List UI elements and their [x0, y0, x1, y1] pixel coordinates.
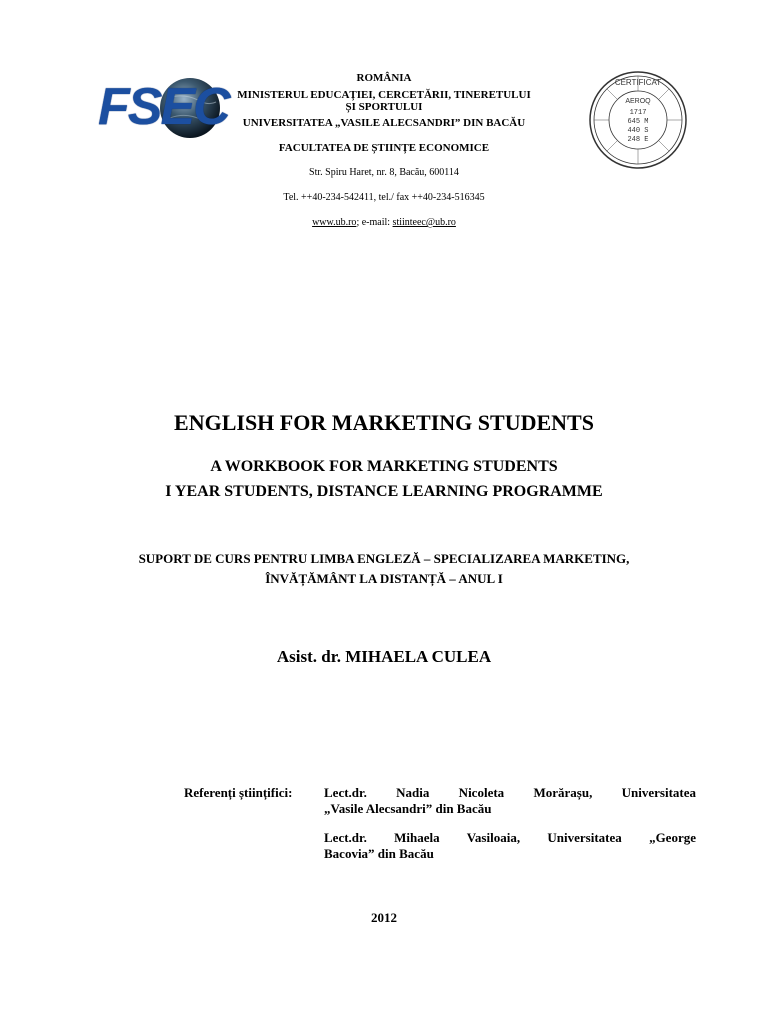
year: 2012 [371, 910, 397, 925]
country-line: ROMÂNIA [356, 72, 412, 84]
document-title: ENGLISH FOR MARKETING STUDENTS [174, 410, 594, 435]
subtitle-line-2: I YEAR STUDENTS, DISTANCE LEARNING PROGRAMME [165, 483, 603, 500]
referees-label: Referenți științifici: [184, 785, 293, 800]
ministry-line-2: ȘI SPORTULUI [345, 101, 423, 113]
referee-2-line-2: Bacovia” din Bacău [324, 846, 434, 861]
email-prefix: ; e-mail: [356, 217, 393, 228]
certificate-seal [588, 70, 688, 170]
logo-text: FSEC [98, 78, 229, 136]
author-name: Asist. dr. MIHAELA CULEA [276, 647, 492, 666]
faculty-line: FACULTATEA DE ȘTIINȚE ECONOMICE [278, 142, 490, 154]
subtitle-line-1: A WORKBOOK FOR MARKETING STUDENTS [210, 458, 558, 475]
seal-top-text: CERTIFICAT [614, 78, 662, 87]
referee-1 [324, 785, 696, 817]
ministry-line-1: MINISTERUL EDUCAȚIEI, CERCETĂRII, TINERETULUI [237, 89, 531, 101]
support-line-1: SUPORT DE CURS PENTRU LIMBA ENGLEZĂ – SPECIALIZAREA MARKETING, [138, 551, 630, 566]
support-line-2: ÎNVĂȚĂMÂNT LA DISTANȚĂ – ANUL I [265, 571, 503, 586]
contact-line [0, 217, 768, 229]
phone-line: Tel. ++40-234-542411, tel./ fax ++40-234-516345 [283, 192, 485, 203]
seal-line-4: 248 E [627, 136, 649, 144]
website-link[interactable]: www.ub.ro [312, 217, 357, 228]
referee-1-line-2: „Vasile Alecsandri” din Bacău [324, 801, 492, 816]
referee-1-line-1: Lect.dr. Nadia Nicoleta Morărașu, Universitatea [324, 785, 696, 800]
seal-line-3: 440 S [627, 127, 649, 135]
seal-center-text: AEROQ [625, 98, 651, 105]
seal-line-1: 1717 [629, 109, 647, 117]
university-line: UNIVERSITATEA „VASILE ALECSANDRI” DIN BACĂU [242, 117, 526, 129]
referee-2-line-1: Lect.dr. Mihaela Vasiloaia, Universitatea „George [324, 830, 696, 845]
seal-line-2: 645 M [627, 118, 649, 126]
email-link[interactable]: stiinteec@ub.ro [392, 217, 456, 228]
referee-2 [324, 830, 696, 862]
address-line: Str. Spiru Haret, nr. 8, Bacău, 600114 [309, 167, 459, 178]
